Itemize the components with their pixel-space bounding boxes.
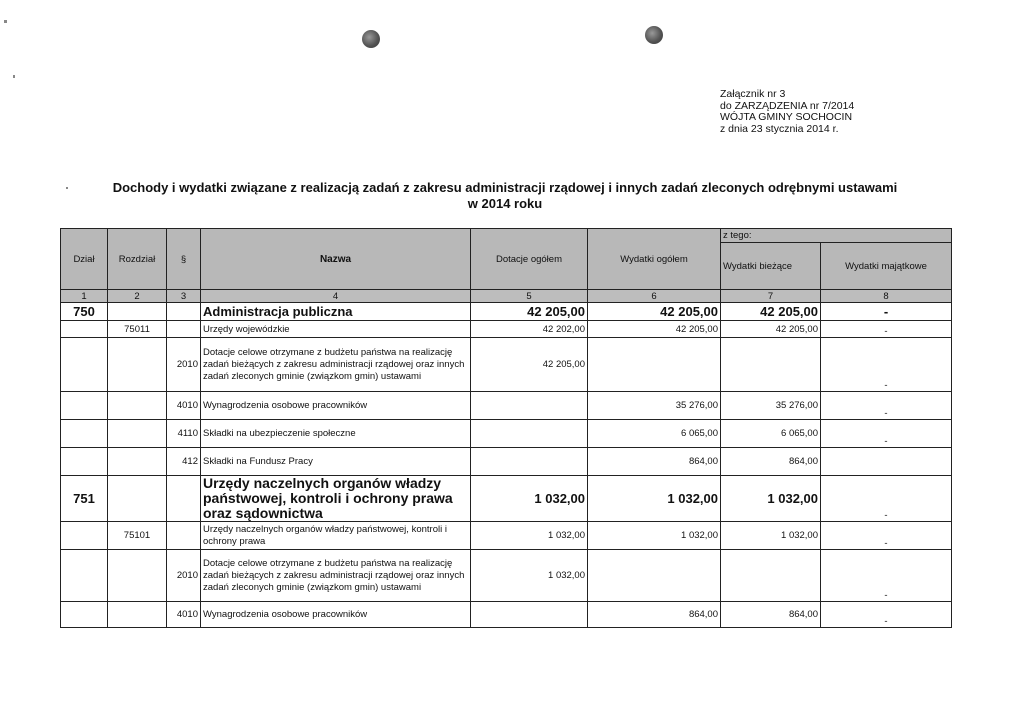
table-row xyxy=(61,321,952,338)
attachment-line-2: do ZARZĄDZENIA nr 7/2014 xyxy=(720,99,855,112)
cell-nazwa: Składki na Fundusz Pracy xyxy=(201,448,471,476)
cell-nazwa: Dotacje celowe otrzymane z budżetu państwa na realizację zadań bieżących z zakresu administracji rządowej oraz innych zadań zleconych gminie (związkom gmin) ustawami xyxy=(201,550,471,602)
cell-biezace xyxy=(721,338,821,392)
cell-biezace: 1 032,00 xyxy=(721,522,821,550)
cell-wydatki: 864,00 xyxy=(588,602,721,628)
title-line-2: w 2014 roku xyxy=(467,196,543,211)
cell-rozdzial xyxy=(108,602,167,628)
cell-dotacje: 42 205,00 xyxy=(471,303,588,321)
punch-hole-left xyxy=(362,30,380,48)
cell-wydatki xyxy=(588,550,721,602)
cell-paragraf: 2010 xyxy=(167,338,201,392)
cell-paragraf: 4010 xyxy=(167,392,201,420)
column-number-row xyxy=(61,290,952,303)
table-row xyxy=(61,602,952,628)
cell-paragraf: 4010 xyxy=(167,602,201,628)
column-number: 5 xyxy=(471,290,588,303)
scan-speck xyxy=(4,20,7,23)
header-majatkowe: Wydatki majątkowe xyxy=(821,243,952,290)
cell-dzial: 751 xyxy=(61,476,108,522)
column-number: 1 xyxy=(61,290,108,303)
header-row-1 xyxy=(61,229,952,243)
cell-paragraf: 412 xyxy=(167,448,201,476)
column-number: 7 xyxy=(721,290,821,303)
cell-nazwa: Dotacje celowe otrzymane z budżetu państwa na realizację zadań bieżących z zakresu administracji rządowej oraz innych zadań zleconych gminie (związkom gmin) ustawami xyxy=(201,338,471,392)
cell-biezace: 42 205,00 xyxy=(721,303,821,321)
cell-majatkowe: - xyxy=(821,321,952,338)
table-row xyxy=(61,476,952,522)
cell-nazwa: Wynagrodzenia osobowe pracowników xyxy=(201,602,471,628)
cell-wydatki: 42 205,00 xyxy=(588,303,721,321)
cell-majatkowe: - xyxy=(821,338,952,392)
cell-biezace: 1 032,00 xyxy=(721,476,821,522)
cell-paragraf xyxy=(167,522,201,550)
cell-rozdzial xyxy=(108,420,167,448)
header-nazwa: Nazwa xyxy=(201,229,471,290)
cell-nazwa: Urzędy wojewódzkie xyxy=(201,321,471,338)
scan-speck xyxy=(13,75,15,78)
column-number: 6 xyxy=(588,290,721,303)
cell-biezace: 35 276,00 xyxy=(721,392,821,420)
title-line-1: Dochody i wydatki związane z realizacją zadań z zakresu administracji rządowej i innych zadań zleconych odrębnymi ustawami xyxy=(112,180,898,195)
cell-dotacje xyxy=(471,392,588,420)
cell-dotacje xyxy=(471,602,588,628)
cell-nazwa: Urzędy naczelnych organów władzy państwowej, kontroli i ochrony prawa xyxy=(201,522,471,550)
cell-wydatki: 35 276,00 xyxy=(588,392,721,420)
cell-nazwa: Urzędy naczelnych organów władzy państwowej, kontroli i ochrony prawa oraz sądownictwa xyxy=(201,476,471,522)
cell-dzial xyxy=(61,522,108,550)
cell-dzial xyxy=(61,321,108,338)
cell-dzial: 750 xyxy=(61,303,108,321)
cell-nazwa: Składki na ubezpieczenie społeczne xyxy=(201,420,471,448)
table-row xyxy=(61,338,952,392)
document-title xyxy=(0,180,1010,212)
cell-dzial xyxy=(61,602,108,628)
attachment-line-4: z dnia 23 stycznia 2014 r. xyxy=(720,122,839,135)
cell-dotacje xyxy=(471,448,588,476)
header-dzial: Dział xyxy=(61,229,108,290)
cell-rozdzial xyxy=(108,338,167,392)
cell-rozdzial xyxy=(108,550,167,602)
cell-rozdzial xyxy=(108,448,167,476)
cell-dotacje xyxy=(471,420,588,448)
cell-wydatki: 6 065,00 xyxy=(588,420,721,448)
cell-wydatki: 1 032,00 xyxy=(588,522,721,550)
cell-wydatki: 864,00 xyxy=(588,448,721,476)
table-row xyxy=(61,392,952,420)
cell-dzial xyxy=(61,448,108,476)
table-row xyxy=(61,420,952,448)
cell-rozdzial xyxy=(108,392,167,420)
cell-biezace: 864,00 xyxy=(721,448,821,476)
cell-majatkowe: - xyxy=(821,392,952,420)
budget-table xyxy=(60,228,952,628)
column-number: 3 xyxy=(167,290,201,303)
header-dotacje: Dotacje ogółem xyxy=(471,229,588,290)
cell-dzial xyxy=(61,392,108,420)
punch-hole-right xyxy=(645,26,663,44)
cell-wydatki: 42 205,00 xyxy=(588,321,721,338)
cell-rozdzial: 75011 xyxy=(108,321,167,338)
attachment-line-1: Załącznik nr 3 xyxy=(720,88,786,100)
cell-paragraf: 4110 xyxy=(167,420,201,448)
header-z-tego: z tego: xyxy=(721,229,952,243)
cell-rozdzial xyxy=(108,476,167,522)
attachment-note xyxy=(720,89,854,135)
cell-biezace: 6 065,00 xyxy=(721,420,821,448)
cell-majatkowe: - xyxy=(821,476,952,522)
table-row xyxy=(61,448,952,476)
cell-wydatki: 1 032,00 xyxy=(588,476,721,522)
table-row xyxy=(61,522,952,550)
attachment-line-3: WÓJTA GMINY SOCHOCIN xyxy=(720,111,853,123)
cell-dotacje: 1 032,00 xyxy=(471,550,588,602)
cell-rozdzial: 75101 xyxy=(108,522,167,550)
cell-dzial xyxy=(61,420,108,448)
cell-majatkowe: - xyxy=(821,420,952,448)
cell-majatkowe: - xyxy=(821,550,952,602)
header-biezace: Wydatki bieżące xyxy=(721,243,821,290)
header-rozdzial: Rozdział xyxy=(108,229,167,290)
cell-majatkowe: - xyxy=(821,602,952,628)
cell-wydatki xyxy=(588,338,721,392)
header-paragraf: § xyxy=(167,229,201,290)
table-row xyxy=(61,550,952,602)
cell-dotacje: 1 032,00 xyxy=(471,476,588,522)
cell-biezace: 864,00 xyxy=(721,602,821,628)
cell-rozdzial xyxy=(108,303,167,321)
cell-paragraf xyxy=(167,321,201,338)
cell-paragraf xyxy=(167,476,201,522)
cell-biezace xyxy=(721,550,821,602)
cell-majatkowe xyxy=(821,448,952,476)
cell-dotacje: 1 032,00 xyxy=(471,522,588,550)
column-number: 8 xyxy=(821,290,952,303)
column-number: 2 xyxy=(108,290,167,303)
cell-majatkowe: - xyxy=(821,522,952,550)
cell-dzial xyxy=(61,550,108,602)
cell-dzial xyxy=(61,338,108,392)
cell-nazwa: Administracja publiczna xyxy=(201,303,471,321)
cell-nazwa: Wynagrodzenia osobowe pracowników xyxy=(201,392,471,420)
cell-dotacje: 42 202,00 xyxy=(471,321,588,338)
column-number: 4 xyxy=(201,290,471,303)
cell-paragraf xyxy=(167,303,201,321)
cell-paragraf: 2010 xyxy=(167,550,201,602)
cell-biezace: 42 205,00 xyxy=(721,321,821,338)
header-wydatki: Wydatki ogółem xyxy=(588,229,721,290)
table-row xyxy=(61,303,952,321)
cell-majatkowe: - xyxy=(821,303,952,321)
cell-dotacje: 42 205,00 xyxy=(471,338,588,392)
